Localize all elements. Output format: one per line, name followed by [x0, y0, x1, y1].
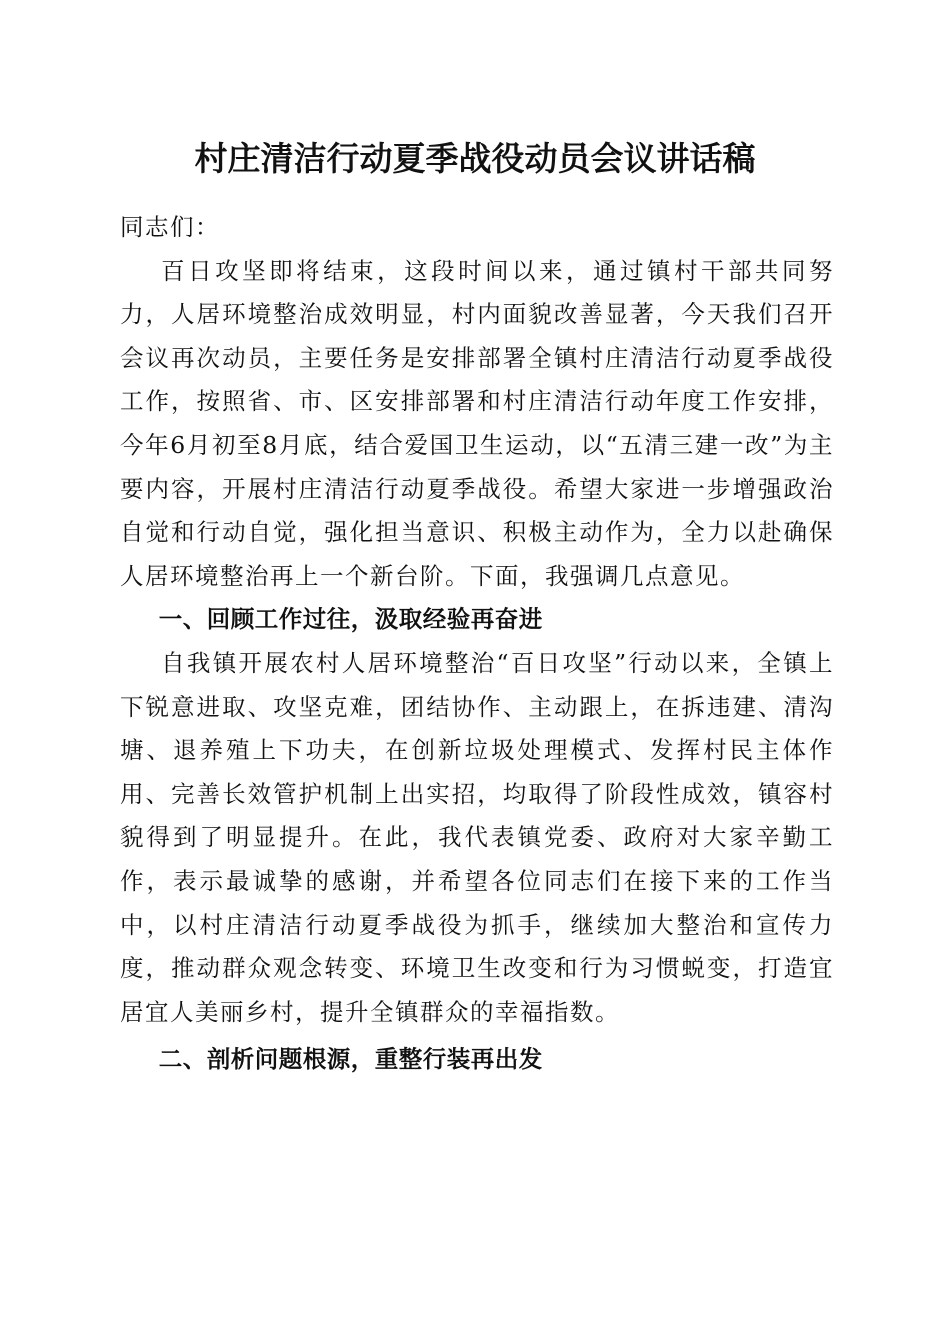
document-body [120, 206, 834, 1082]
section-paragraph-1: 自我镇开展农村人居环境整治“百日攻坚”行动以来，全镇上下锐意进取、攻坚克难，团结协作、主动跟上，在拆违建、清沟塘、退养殖上下功夫，在创新垃圾处理模式、发挥村民主体作用、完善长效管护机制上出实招，均取得了阶段性成效，镇容村貌得到了明显提升。在此，我代表镇党委、政府对大家辛勤工作，表示最诚挚的感谢，并希望各位同志们在接下来的工作当中，以村庄清洁行动夏季战役为抓手，继续加大整治和宣传力度，推动群众观念转变、环境卫生改变和行为习惯蜕变，打造宜居宜人美丽乡村，提升全镇群众的幸福指数。 [120, 648, 834, 1026]
section-heading-1: 一、回顾工作过往，汲取经验再奋进 [158, 605, 543, 634]
salutation: 同志们： [120, 213, 220, 241]
intro-paragraph: 百日攻坚即将结束，这段时间以来，通过镇村干部共同努力，人居环境整治成效明显，村内面貌改善显著，今天我们召开会议再次动员，主要任务是安排部署全镇村庄清洁行动夏季战役工作，按照省、市、区安排部署和村庄清洁行动年度工作安排，今年6月初至8月底，结合爱国卫生运动，以“五清三建一改”为主要内容，开展村庄清洁行动夏季战役。希望大家进一步增强政治自觉和行动自觉，强化担当意识、积极主动作为，全力以赴确保人居环境整治再上一个新台阶。下面，我强调几点意见。 [120, 256, 834, 590]
section-heading-2: 二、剖析问题根源，重整行装再出发 [158, 1045, 543, 1074]
document-title: 村庄清洁行动夏季战役动员会议讲话稿 [194, 139, 756, 178]
